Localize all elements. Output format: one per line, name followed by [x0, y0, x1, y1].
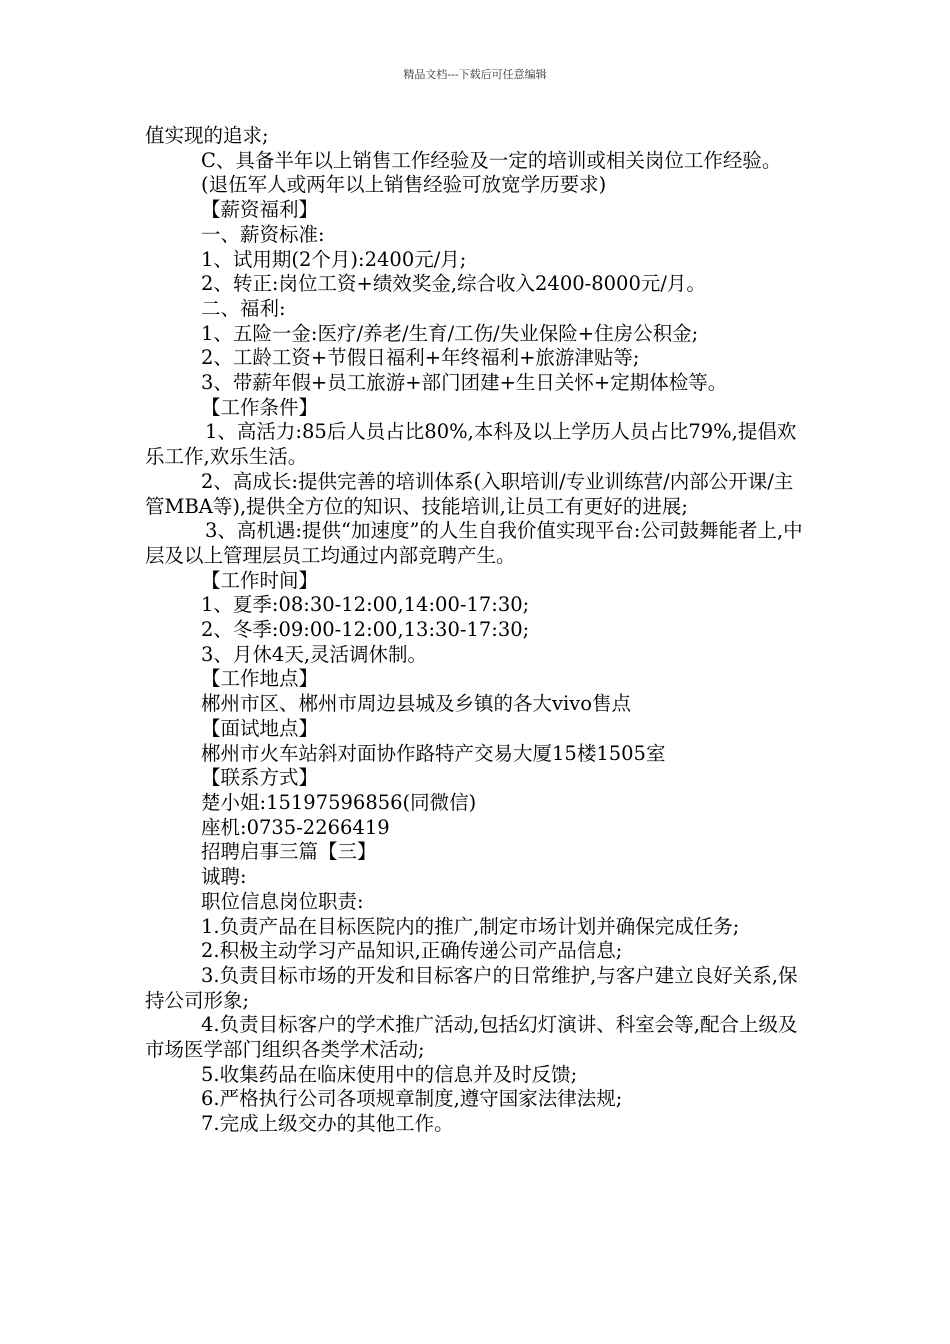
paragraph: 诚聘: — [201, 865, 247, 889]
document-body — [145, 124, 807, 1137]
paragraph: 二、福利: — [201, 296, 286, 320]
paragraph: 1.负责产品在目标医院内的推广,制定市场计划并确保完成任务; — [201, 914, 740, 938]
paragraph: C、具备半年以上销售工作经验及一定的培训或相关岗位工作经验。 — [201, 148, 782, 172]
paragraph: 一、薪资标准: — [201, 222, 325, 246]
paragraph: 2.积极主动学习产品知识,正确传递公司产品信息; — [201, 939, 623, 963]
paragraph: 2、工龄工资+节假日福利+年终福利+旅游津贴等; — [201, 346, 640, 370]
paragraph: 6.严格执行公司各项规章制度,遵守国家法律法规; — [201, 1087, 623, 1111]
paragraph: 【工作时间】 — [201, 568, 319, 592]
paragraph: 3、高机遇:提供“加速度”的人生自我价值实现平台:公司鼓舞能者上,中层及以上管理层员工均通过内部竞聘产生。 — [145, 519, 803, 567]
paragraph: 【联系方式】 — [201, 766, 319, 790]
paragraph: 值实现的追求; — [145, 124, 269, 147]
paragraph: 座机:0735-2266419 — [201, 815, 390, 839]
paragraph: 3.负责目标市场的开发和目标客户的日常维护,与客户建立良好关系,保持公司形象; — [145, 963, 798, 1012]
paragraph: 1、五险一金:医疗/养老/生育/工伤/失业保险+住房公积金; — [201, 321, 699, 345]
page-header: 精品文档---下载后可任意编辑 — [403, 68, 547, 81]
paragraph: 【工作地点】 — [201, 667, 319, 691]
paragraph: 5.收集药品在临床使用中的信息并及时反馈; — [201, 1062, 578, 1086]
paragraph: 【面试地点】 — [201, 716, 319, 740]
paragraph: 楚小姐:15197596856(同微信) — [201, 790, 477, 814]
paragraph: 1、高活力:85后人员占比80%,本科及以上学历人员占比79%,提倡欢乐工作,欢乐生活。 — [145, 420, 797, 469]
paragraph: 4.负责目标客户的学术推广活动,包括幻灯演讲、科室会等,配合上级及市场医学部门组织各类学术活动; — [145, 1013, 798, 1062]
paragraph: 2、冬季:09:00-12:00,13:30-17:30; — [201, 618, 530, 642]
paragraph: 2、转正:岗位工资+绩效奖金,综合收入2400-8000元/月。 — [201, 272, 706, 296]
paragraph: 职位信息岗位职责: — [201, 889, 364, 913]
paragraph: 【工作条件】 — [201, 395, 319, 419]
paragraph: 郴州市区、郴州市周边县城及乡镇的各大vivo售点 — [201, 692, 632, 716]
paragraph: 3、月休4天,灵活调休制。 — [201, 642, 428, 666]
paragraph: 1、夏季:08:30-12:00,14:00-17:30; — [201, 593, 530, 617]
paragraph: 3、带薪年假+员工旅游+部门团建+生日关怀+定期体检等。 — [201, 371, 728, 395]
paragraph: 郴州市火车站斜对面协作路特产交易大厦15楼1505室 — [201, 741, 666, 765]
paragraph: 7.完成上级交办的其他工作。 — [201, 1112, 454, 1136]
paragraph: 2、高成长:提供完善的培训体系(入职培训/专业训练营/内部公开课/主管MBA等),提供全方位的知识、技能培训,让员工有更好的进展; — [145, 469, 794, 518]
paragraph: 招聘启事三篇【三】 — [201, 840, 377, 864]
paragraph: 1、试用期(2个月):2400元/月; — [201, 247, 467, 271]
paragraph: 【薪资福利】 — [201, 198, 319, 222]
paragraph: (退伍军人或两年以上销售经验可放宽学历要求) — [201, 173, 607, 197]
